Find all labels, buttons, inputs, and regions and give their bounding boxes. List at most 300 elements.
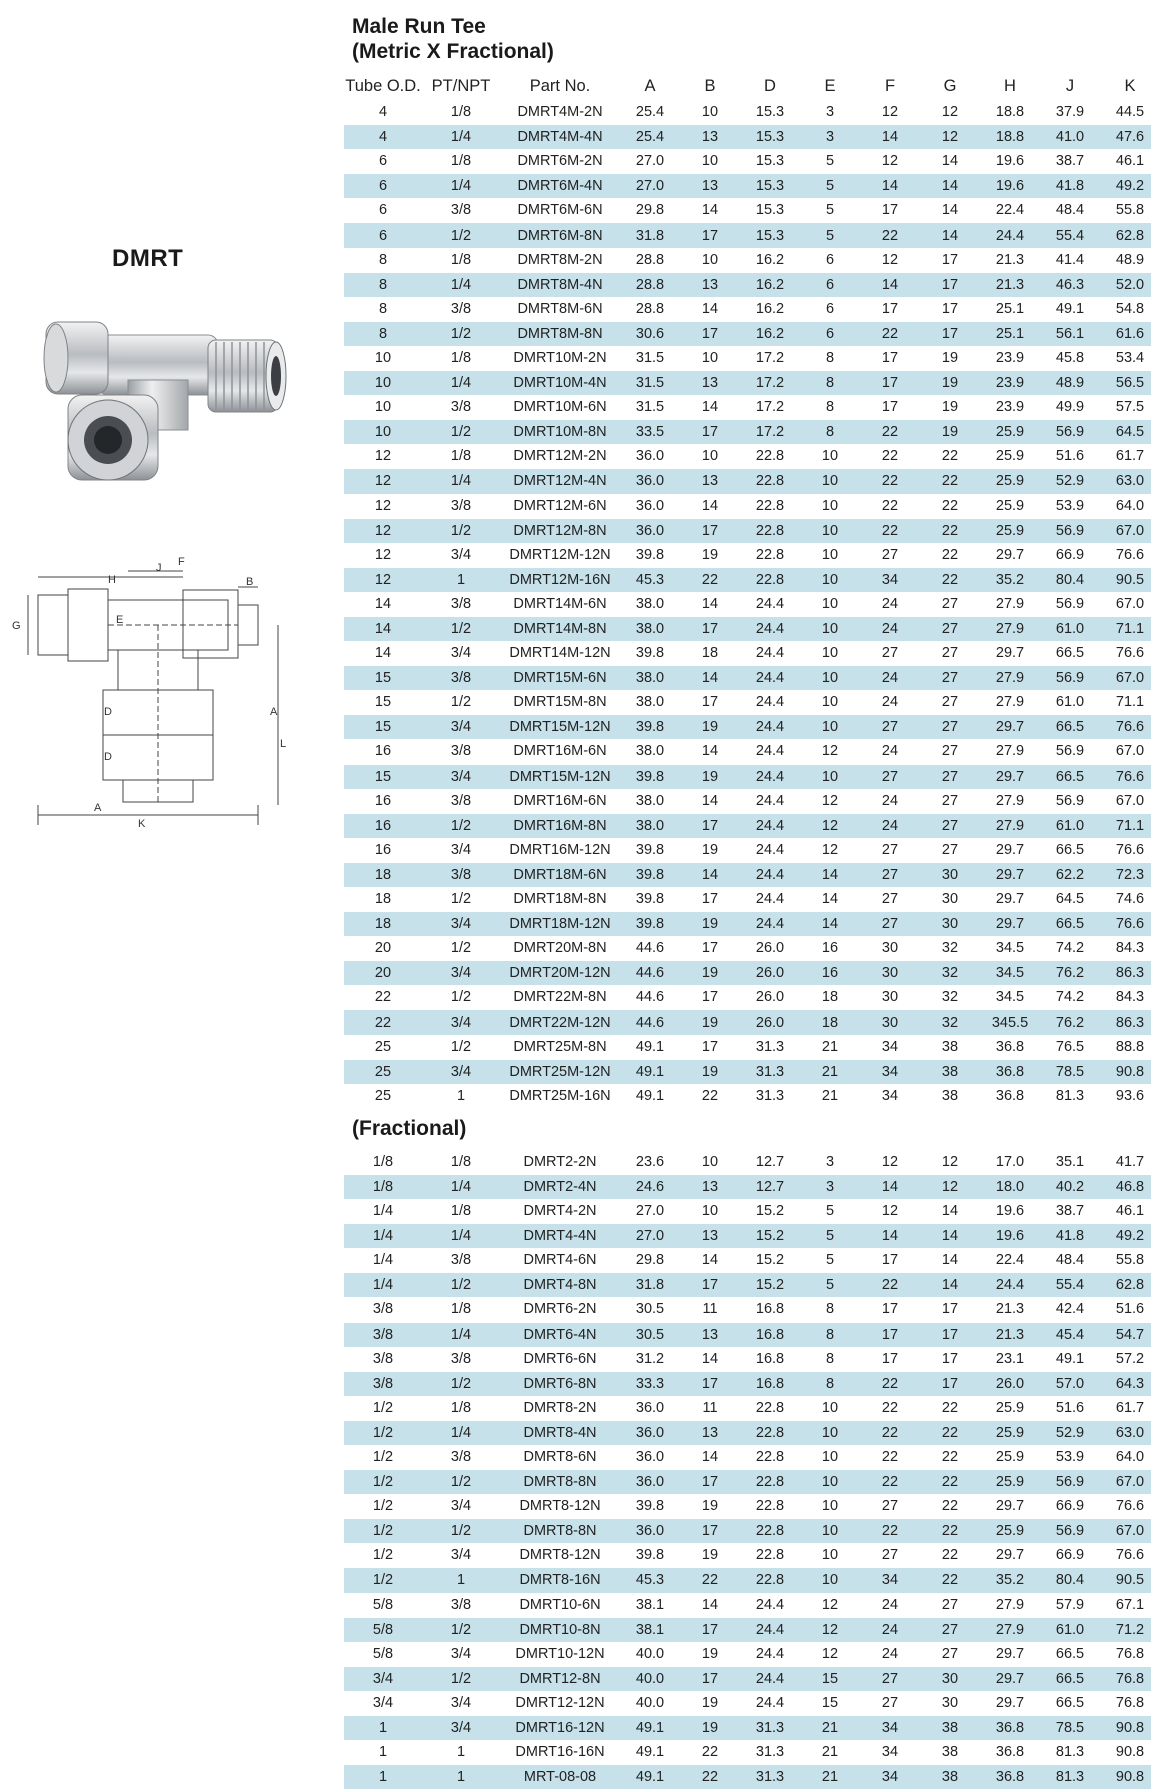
table-cell: 5/8 xyxy=(372,1645,394,1662)
table-row xyxy=(344,1764,1151,1789)
table-cell: 34 xyxy=(881,1744,899,1761)
table-cell: 1/4 xyxy=(450,178,472,195)
table-cell: 12 xyxy=(821,841,839,858)
table-cell: 15.3 xyxy=(755,129,785,146)
table-cell: 3/8 xyxy=(372,1301,394,1318)
table-cell: 14 xyxy=(941,1228,959,1245)
table-cell: 14 xyxy=(941,1277,959,1294)
table-cell: 24.4 xyxy=(755,1670,785,1687)
table-cell: 6 xyxy=(825,251,835,268)
table-cell: 10 xyxy=(821,1449,839,1466)
table-cell: 34.5 xyxy=(995,940,1025,957)
table-cell: 10 xyxy=(374,399,392,416)
table-cell: 10 xyxy=(821,670,839,687)
table-cell: 64.5 xyxy=(1055,891,1085,908)
table-cell: 86.3 xyxy=(1115,965,1145,982)
table-cell: DMRT8-6N xyxy=(523,1449,597,1466)
table-cell: 14 xyxy=(374,621,392,638)
table-cell: DMRT8M-6N xyxy=(517,300,603,317)
table-cell: 76.6 xyxy=(1115,1547,1145,1564)
table-title xyxy=(352,14,554,64)
table-cell: 49.1 xyxy=(635,1063,665,1080)
table-cell: 17 xyxy=(941,1326,959,1343)
table-cell: 1/2 xyxy=(450,1670,472,1687)
table-cell: 17 xyxy=(881,1326,899,1343)
table-cell: 15 xyxy=(374,719,392,736)
table-cell: 24 xyxy=(881,694,899,711)
table-row xyxy=(344,739,1151,763)
table-cell: DMRT14M-8N xyxy=(513,621,607,638)
table-cell: 12 xyxy=(941,1178,959,1195)
table-cell: 29.7 xyxy=(995,866,1025,883)
table-cell: 66.9 xyxy=(1055,1547,1085,1564)
table-row xyxy=(344,1740,1151,1764)
table-row xyxy=(344,1199,1151,1223)
table-cell: 1 xyxy=(378,1744,388,1761)
table-cell: 67.0 xyxy=(1115,670,1145,687)
table-cell: 22 xyxy=(701,1769,719,1786)
table-cell: 44.6 xyxy=(635,965,665,982)
table-row xyxy=(344,321,1151,346)
table-cell: 90.5 xyxy=(1115,571,1145,588)
table-cell: 30.5 xyxy=(635,1326,665,1343)
table-cell: 29.7 xyxy=(995,719,1025,736)
table-cell: 15.2 xyxy=(755,1252,785,1269)
table-cell: DMRT8M-8N xyxy=(517,325,603,342)
table-cell: 16.8 xyxy=(755,1350,785,1367)
table-cell: 22 xyxy=(941,473,959,490)
table-row xyxy=(344,149,1151,173)
table-cell: 46.3 xyxy=(1055,276,1085,293)
table-cell: 24.4 xyxy=(755,670,785,687)
table-row xyxy=(344,641,1151,665)
table-cell: DMRT6-4N xyxy=(523,1326,597,1343)
table-cell: 19.6 xyxy=(995,178,1025,195)
table-cell: DMRT12M-12N xyxy=(509,546,611,563)
table-cell: 61.0 xyxy=(1055,621,1085,638)
table-cell: 8 xyxy=(378,276,388,293)
table-cell: 53.4 xyxy=(1115,349,1145,366)
table-cell: 15.3 xyxy=(755,153,785,170)
table-cell: DMRT6M-2N xyxy=(517,153,603,170)
table-cell: 49.1 xyxy=(1055,300,1085,317)
table-cell: DMRT10M-2N xyxy=(513,349,607,366)
table-cell: 74.2 xyxy=(1055,940,1085,957)
table-cell: 12 xyxy=(374,448,392,465)
table-cell: 42.4 xyxy=(1055,1301,1085,1318)
table-row xyxy=(344,1371,1151,1396)
table-cell: 30 xyxy=(941,1670,959,1687)
table-cell: 12 xyxy=(881,1203,899,1220)
table-cell: 51.6 xyxy=(1115,1301,1145,1318)
table-cell: 10 xyxy=(821,448,839,465)
table-cell: 30 xyxy=(881,940,899,957)
table-cell: 76.6 xyxy=(1115,916,1145,933)
table-cell: 67.0 xyxy=(1115,595,1145,612)
table-cell: 22 xyxy=(881,424,899,441)
table-cell: 16.8 xyxy=(755,1375,785,1392)
table-cell: 40.0 xyxy=(635,1670,665,1687)
table-cell: 22 xyxy=(941,546,959,563)
table-cell: 17 xyxy=(701,694,719,711)
table-cell: 24.4 xyxy=(755,621,785,638)
table-cell: 35.2 xyxy=(995,571,1025,588)
table-cell: 22 xyxy=(881,1523,899,1540)
table-cell: 31.2 xyxy=(635,1350,665,1367)
table-cell: DMRT8-4N xyxy=(523,1424,597,1441)
table-cell: 16.2 xyxy=(755,325,785,342)
table-cell: 29.7 xyxy=(995,768,1025,785)
table-cell: 22 xyxy=(881,325,899,342)
table-cell: 15.3 xyxy=(755,178,785,195)
table-cell: 22 xyxy=(881,1449,899,1466)
table-cell: 1/4 xyxy=(450,1228,472,1245)
table-cell: 1/2 xyxy=(450,989,472,1006)
table-cell: 22.8 xyxy=(755,1498,785,1515)
table-cell: 38.1 xyxy=(635,1596,665,1613)
table-cell: 1/2 xyxy=(372,1498,394,1515)
table-row xyxy=(344,272,1151,297)
table-cell: 31.3 xyxy=(755,1063,785,1080)
table-cell: 63.0 xyxy=(1115,473,1145,490)
table-cell: 27 xyxy=(941,817,959,834)
table-cell: DMRT10-6N xyxy=(519,1596,601,1613)
table-cell: 31.5 xyxy=(635,375,665,392)
table-cell: 21.3 xyxy=(995,251,1025,268)
table-cell: 6 xyxy=(378,178,388,195)
table-cell: 76.2 xyxy=(1055,965,1085,982)
table-cell: 27 xyxy=(881,916,899,933)
table-cell: 12 xyxy=(821,792,839,809)
table-cell: 36.8 xyxy=(995,1063,1025,1080)
table-cell: DMRT20M-8N xyxy=(513,940,607,957)
table-cell: 29.7 xyxy=(995,1694,1025,1711)
table-cell: 1/4 xyxy=(372,1203,394,1220)
table-cell: DMRT4M-2N xyxy=(517,104,603,121)
table-cell: 25.9 xyxy=(995,424,1025,441)
table-cell: 46.1 xyxy=(1115,153,1145,170)
table-cell: 25.9 xyxy=(995,1449,1025,1466)
table-row xyxy=(344,616,1151,641)
table-cell: 1/2 xyxy=(372,1572,394,1589)
table-row xyxy=(344,592,1151,616)
table-cell: 48.9 xyxy=(1115,251,1145,268)
table-cell: 10 xyxy=(374,424,392,441)
table-cell: 17 xyxy=(701,1038,719,1055)
table-cell: 24.4 xyxy=(755,841,785,858)
table-cell: 24.4 xyxy=(755,891,785,908)
table-cell: DMRT10M-4N xyxy=(513,375,607,392)
svg-text:K: K xyxy=(138,818,146,830)
table-cell: 25 xyxy=(374,1038,392,1055)
title-line-2: (Metric X Fractional) xyxy=(352,40,554,63)
table-cell: 18 xyxy=(701,645,719,662)
table-cell: 27 xyxy=(881,645,899,662)
table-cell: 1/8 xyxy=(450,1301,472,1318)
metric-table-body xyxy=(344,100,1151,1108)
svg-text:A: A xyxy=(270,706,278,718)
table-cell: 17 xyxy=(701,891,719,908)
table-cell: 30.6 xyxy=(635,325,665,342)
table-cell: 12 xyxy=(374,497,392,514)
table-cell: 8 xyxy=(378,251,388,268)
table-cell: 25.9 xyxy=(995,522,1025,539)
table-cell: 90.5 xyxy=(1115,1572,1145,1589)
table-cell: 25.9 xyxy=(995,448,1025,465)
table-row xyxy=(344,1174,1151,1199)
table-cell: DMRT6-8N xyxy=(523,1375,597,1392)
table-cell: 1/2 xyxy=(450,817,472,834)
table-cell: MRT-08-08 xyxy=(523,1769,597,1786)
table-cell: 24.4 xyxy=(755,1596,785,1613)
table-row xyxy=(344,395,1151,419)
table-cell: 36.8 xyxy=(995,1744,1025,1761)
svg-text:B: B xyxy=(246,576,254,588)
table-cell: 52.9 xyxy=(1055,1424,1085,1441)
table-cell: 12 xyxy=(941,129,959,146)
table-cell: 23.6 xyxy=(635,1153,665,1170)
table-cell: 17 xyxy=(881,300,899,317)
table-cell: 38 xyxy=(941,1769,959,1786)
table-cell: 27.9 xyxy=(995,1596,1025,1613)
table-row xyxy=(344,346,1151,370)
table-cell: 27 xyxy=(941,841,959,858)
table-cell: 27 xyxy=(881,768,899,785)
table-cell: 67.0 xyxy=(1115,1523,1145,1540)
table-cell: 62.8 xyxy=(1115,1277,1145,1294)
table-cell: 31.3 xyxy=(755,1769,785,1786)
table-cell: 53.9 xyxy=(1055,497,1085,514)
table-cell: 18.8 xyxy=(995,104,1025,121)
table-cell: 26.0 xyxy=(755,989,785,1006)
table-cell: 1/4 xyxy=(372,1228,394,1245)
table-cell: DMRT12M-6N xyxy=(513,497,607,514)
table-cell: 49.1 xyxy=(635,1769,665,1786)
table-cell: 44.5 xyxy=(1115,104,1145,121)
table-cell: 71.1 xyxy=(1115,817,1145,834)
table-cell: 22.8 xyxy=(755,497,785,514)
table-cell: 24 xyxy=(881,670,899,687)
table-cell: 26.0 xyxy=(995,1375,1025,1392)
table-cell: 72.3 xyxy=(1115,866,1145,883)
table-cell: 1/8 xyxy=(450,1153,472,1170)
table-cell: 1 xyxy=(378,1769,388,1786)
table-cell: 14 xyxy=(701,399,719,416)
table-cell: 10 xyxy=(821,1523,839,1540)
table-cell: 57.5 xyxy=(1115,399,1145,416)
table-row xyxy=(344,543,1151,567)
table-cell: DMRT4-4N xyxy=(523,1228,597,1245)
table-cell: 24.4 xyxy=(755,645,785,662)
table-cell: 1/4 xyxy=(450,473,472,490)
table-cell: 24.4 xyxy=(755,916,785,933)
table-row xyxy=(344,1223,1151,1248)
table-cell: 10 xyxy=(374,375,392,392)
column-header: F xyxy=(884,76,896,95)
title-line-1: Male Run Tee xyxy=(352,15,486,38)
table-cell: DMRT16M-12N xyxy=(509,841,611,858)
table-cell: 27.9 xyxy=(995,621,1025,638)
table-cell: 39.8 xyxy=(635,866,665,883)
table-cell: 1/8 xyxy=(450,1203,472,1220)
table-cell: 36.0 xyxy=(635,448,665,465)
table-row xyxy=(344,444,1151,468)
table-cell: 3 xyxy=(825,1178,835,1195)
table-cell: 22 xyxy=(881,1399,899,1416)
table-cell: DMRT22M-12N xyxy=(509,1014,611,1031)
table-cell: 10 xyxy=(701,153,719,170)
table-cell: 10 xyxy=(821,595,839,612)
table-cell: 17 xyxy=(701,227,719,244)
table-cell: 29.8 xyxy=(635,1252,665,1269)
table-row xyxy=(344,124,1151,149)
table-row xyxy=(344,960,1151,985)
table-cell: 90.8 xyxy=(1115,1063,1145,1080)
table-cell: 3/4 xyxy=(450,1645,472,1662)
table-cell: 1/2 xyxy=(372,1424,394,1441)
tee-body xyxy=(44,322,286,480)
table-cell: 16 xyxy=(821,940,839,957)
table-cell: 13 xyxy=(701,129,719,146)
table-cell: 27 xyxy=(881,841,899,858)
table-row xyxy=(344,222,1151,247)
table-cell: 1/4 xyxy=(450,1424,472,1441)
table-cell: 1/2 xyxy=(450,940,472,957)
table-cell: 17 xyxy=(701,522,719,539)
table-cell: 66.5 xyxy=(1055,1694,1085,1711)
table-cell: 34 xyxy=(881,1769,899,1786)
table-cell: 1/2 xyxy=(372,1547,394,1564)
svg-text:H: H xyxy=(108,574,116,586)
table-cell: 56.9 xyxy=(1055,1523,1085,1540)
table-cell: 36.8 xyxy=(995,1720,1025,1737)
table-cell: 55.4 xyxy=(1055,227,1085,244)
table-row xyxy=(344,1248,1151,1272)
table-row xyxy=(344,1617,1151,1642)
table-cell: 1/8 xyxy=(450,251,472,268)
table-cell: 1/4 xyxy=(450,1326,472,1343)
table-cell: 1/2 xyxy=(450,325,472,342)
table-cell: 19 xyxy=(701,1720,719,1737)
table-cell: DMRT18M-8N xyxy=(513,891,607,908)
table-cell: 1/2 xyxy=(372,1474,394,1491)
table-cell: 71.1 xyxy=(1115,694,1145,711)
table-cell: 41.8 xyxy=(1055,1228,1085,1245)
table-cell: 14 xyxy=(881,178,899,195)
table-row xyxy=(344,1084,1151,1108)
table-cell: 19 xyxy=(701,546,719,563)
table-cell: DMRT25M-8N xyxy=(513,1038,607,1055)
table-cell: 3/4 xyxy=(450,1014,472,1031)
table-cell: 22 xyxy=(881,1424,899,1441)
table-row xyxy=(344,1691,1151,1715)
column-header: J xyxy=(1065,76,1075,95)
table-cell: 27.0 xyxy=(635,153,665,170)
table-cell: 27 xyxy=(941,670,959,687)
table-cell: 19 xyxy=(701,1694,719,1711)
table-row xyxy=(344,862,1151,887)
table-cell: 10 xyxy=(821,1399,839,1416)
table-cell: 18 xyxy=(374,916,392,933)
table-cell: 8 xyxy=(825,399,835,416)
table-cell: 38.0 xyxy=(635,670,665,687)
table-cell: 29.7 xyxy=(995,1670,1025,1687)
table-cell: 22 xyxy=(941,1424,959,1441)
table-cell: DMRT12-12N xyxy=(515,1694,605,1711)
table-cell: 23.9 xyxy=(995,375,1025,392)
table-cell: 24.4 xyxy=(995,227,1025,244)
table-cell: 22 xyxy=(941,1547,959,1564)
table-cell: 5 xyxy=(825,1277,835,1294)
table-cell: 15 xyxy=(374,694,392,711)
table-cell: 39.8 xyxy=(635,891,665,908)
table-cell: 10 xyxy=(701,349,719,366)
table-cell: 41.4 xyxy=(1055,251,1085,268)
table-cell: DMRT8-12N xyxy=(519,1498,601,1515)
table-cell: 15.3 xyxy=(755,104,785,121)
table-cell: 27.9 xyxy=(995,670,1025,687)
drawing-labels xyxy=(12,556,286,830)
table-row xyxy=(344,198,1151,222)
table-cell: DMRT18M-6N xyxy=(513,866,607,883)
table-cell: 27 xyxy=(941,743,959,760)
table-cell: 27 xyxy=(881,1547,899,1564)
table-row xyxy=(344,690,1151,714)
table-cell: 18 xyxy=(374,866,392,883)
table-cell: 10 xyxy=(821,719,839,736)
table-cell: 27 xyxy=(941,768,959,785)
table-cell: 15 xyxy=(374,768,392,785)
table-cell: 53.9 xyxy=(1055,1449,1085,1466)
table-cell: 17 xyxy=(701,325,719,342)
table-cell: 3/4 xyxy=(450,841,472,858)
table-cell: 1/8 xyxy=(450,153,472,170)
table-cell: 21 xyxy=(821,1087,839,1104)
table-cell: 34 xyxy=(881,1063,899,1080)
table-row xyxy=(344,297,1151,321)
table-cell: 22 xyxy=(374,989,392,1006)
table-cell: 76.8 xyxy=(1115,1694,1145,1711)
table-cell: 78.5 xyxy=(1055,1063,1085,1080)
table-cell: DMRT8M-2N xyxy=(517,251,603,268)
table-cell: 10 xyxy=(821,497,839,514)
table-cell: 6 xyxy=(825,276,835,293)
table-cell: 1/8 xyxy=(450,349,472,366)
table-cell: 20 xyxy=(374,965,392,982)
product-photo xyxy=(38,300,288,510)
table-cell: 39.8 xyxy=(635,768,665,785)
table-cell: 15.2 xyxy=(755,1203,785,1220)
table-row xyxy=(344,764,1151,789)
table-cell: 17 xyxy=(701,1523,719,1540)
table-cell: 14 xyxy=(701,743,719,760)
table-cell: 55.8 xyxy=(1115,202,1145,219)
table-cell: 1/4 xyxy=(450,129,472,146)
table-cell: 28.8 xyxy=(635,276,665,293)
table-cell: 17 xyxy=(881,1301,899,1318)
table-cell: 1/2 xyxy=(450,1375,472,1392)
table-cell: 25.4 xyxy=(635,104,665,121)
table-row xyxy=(344,985,1151,1009)
table-cell: 24.4 xyxy=(755,743,785,760)
table-cell: 19.6 xyxy=(995,1228,1025,1245)
table-cell: 1/2 xyxy=(450,1621,472,1638)
table-cell: 14 xyxy=(701,1350,719,1367)
table-cell: 25.9 xyxy=(995,1424,1025,1441)
table-cell: 41.0 xyxy=(1055,129,1085,146)
table-cell: 56.9 xyxy=(1055,743,1085,760)
table-cell: 3/4 xyxy=(450,965,472,982)
